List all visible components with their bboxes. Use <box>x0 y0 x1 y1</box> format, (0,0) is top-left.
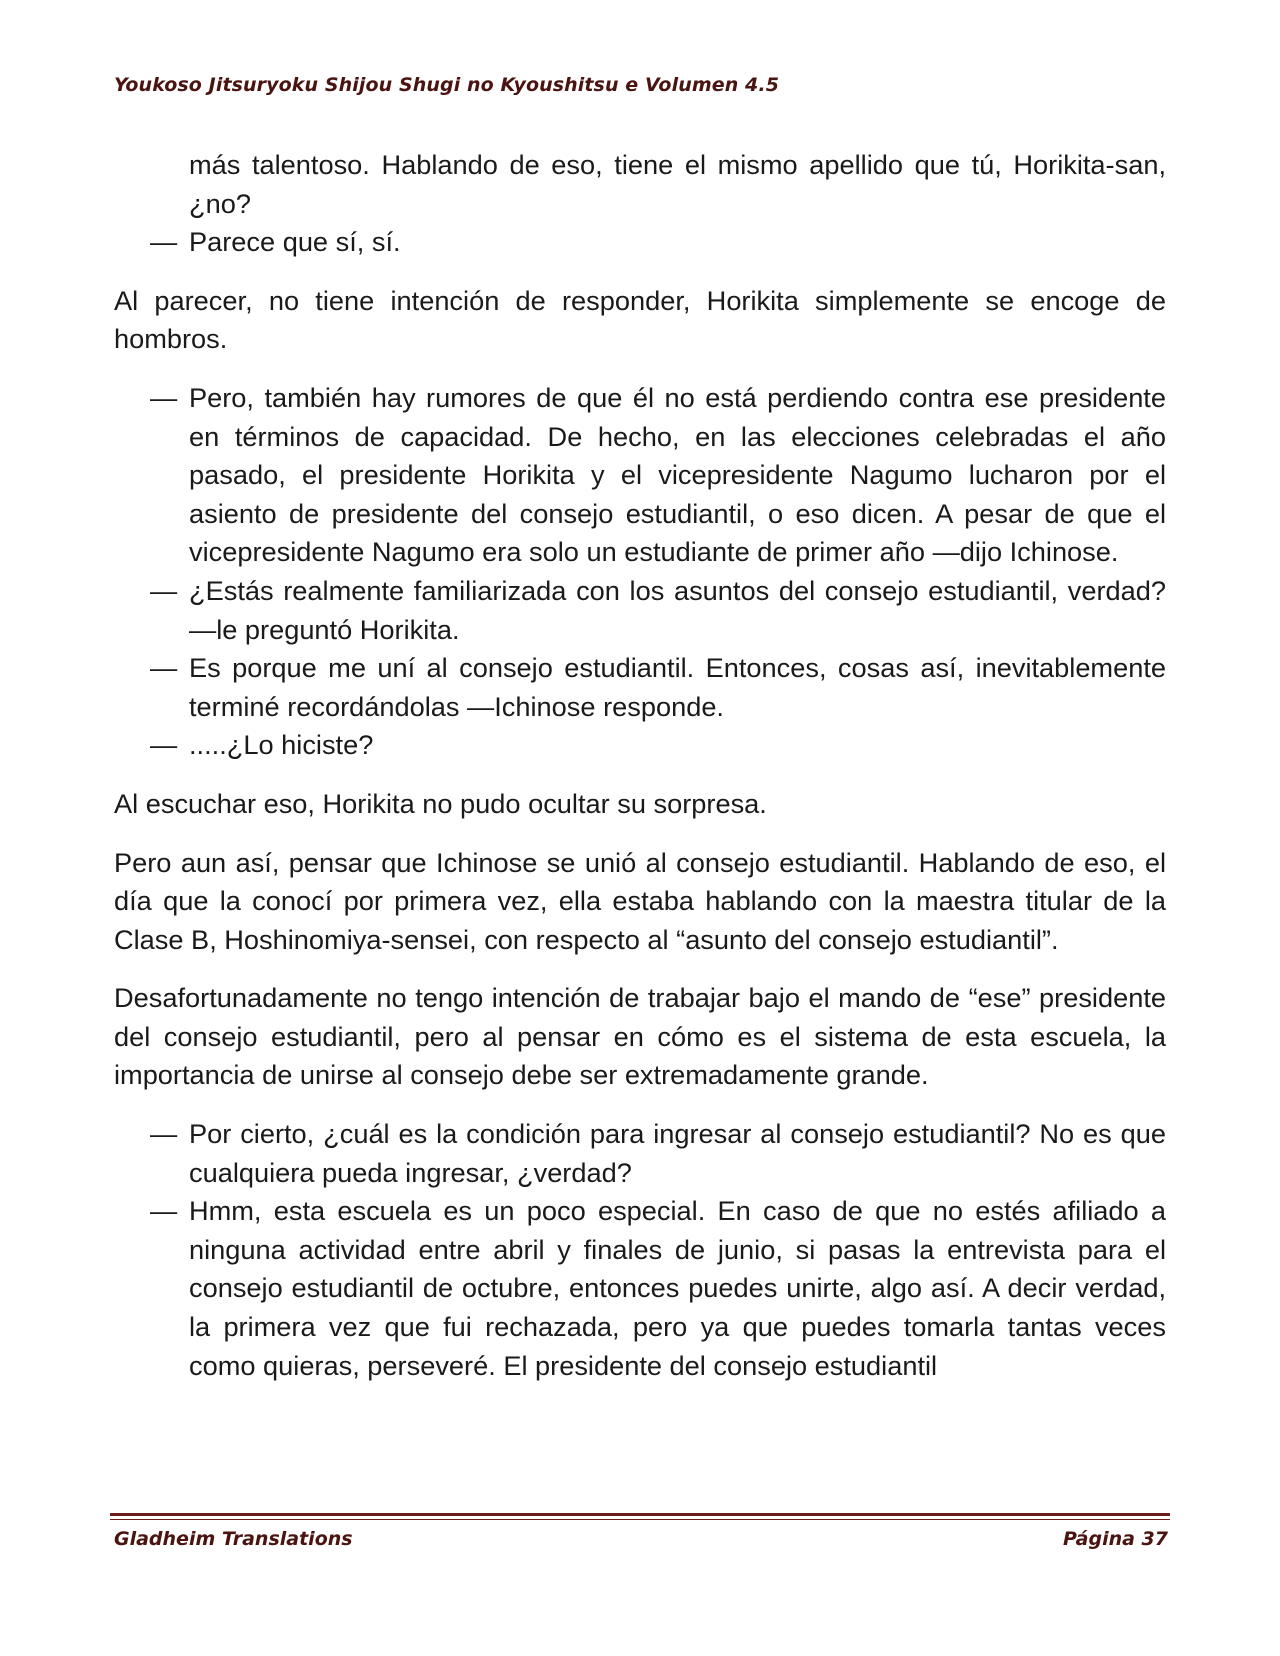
dialogue-text: Es porque me uní al consejo estudiantil. Entonces, cosas así, inevitablemente terminé recordándolas —Ichinose responde. <box>189 652 1166 722</box>
dialogue-group-2 <box>114 379 1166 765</box>
dialogue-group-3 <box>114 1115 1166 1385</box>
dialogue-text: Pero, también hay rumores de que él no está perdiendo contra ese presidente en términos de capacidad. De hecho, en las elecciones celebradas el año pasado, el presidente Horikita y el vicepresidente Nagumo lucharon por el asiento de presidente del consejo estudiantil, o eso dicen. A pesar de que el vicepresidente Nagumo era solo un estudiante de primer año —dijo Ichinose. <box>189 381 1166 568</box>
dialogue-dash: — <box>150 1118 178 1150</box>
page-number: Página 37 <box>1062 1528 1168 1550</box>
dialogue-line <box>114 1115 1166 1192</box>
dialogue-dash: — <box>150 652 178 684</box>
dialogue-dash: — <box>150 729 178 761</box>
dialogue-line <box>114 223 1166 262</box>
narration-paragraph: Al escuchar eso, Horikita no pudo ocultar su sorpresa. <box>114 787 767 819</box>
narration-paragraph: Al parecer, no tiene intención de responder, Horikita simplemente se encoge de hombros. <box>114 284 1166 355</box>
dialogue-text: Por cierto, ¿cuál es la condición para ingresar al consejo estudiantil? No es que cualquiera pueda ingresar, ¿verdad? <box>189 1118 1166 1188</box>
running-header: Youkoso Jitsuryoku Shijou Shugi no Kyoushitsu e Volumen 4.5 <box>114 74 780 96</box>
page-body <box>114 146 1166 1385</box>
dialogue-text: más talentoso. Hablando de eso, tiene el mismo apellido que tú, Horikita-san, ¿no? <box>189 149 1166 219</box>
footer-divider <box>110 1513 1170 1516</box>
dialogue-dash: — <box>150 1195 178 1227</box>
dialogue-text: Parece que sí, sí. <box>189 226 401 258</box>
footer-credit: Gladheim Translations <box>114 1528 353 1550</box>
dialogue-text: ¿Estás realmente familiarizada con los asuntos del consejo estudiantil, verdad? —le preguntó Horikita. <box>189 574 1166 645</box>
dialogue-text: Hmm, esta escuela es un poco especial. En caso de que no estés afiliado a ninguna actividad entre abril y finales de junio, si pasas la entrevista para el consejo estudiantil de octubre, entonces puedes unirte, algo así. A decir verdad, la primera vez que fui rechazada, pero ya que puedes tomarla tantas veces como quieras, perseveré. El presidente del consejo estudiantil <box>189 1195 1166 1381</box>
dialogue-line <box>114 649 1166 726</box>
dialogue-line <box>114 572 1166 649</box>
dialogue-line <box>114 146 1166 223</box>
narration-paragraph: Pero aun así, pensar que Ichinose se unió al consejo estudiantil. Hablando de eso, el día que la conocí por primera vez, ella estaba hablando con la maestra titular de la Clase B, Hoshinomiya-sensei, con respecto al “asunto del consejo estudiantil”. <box>114 846 1166 955</box>
dialogue-line <box>114 726 1166 765</box>
narration-paragraph: Desafortunadamente no tengo intención de trabajar bajo el mando de “ese” presidente del consejo estudiantil, pero al pensar en cómo es el sistema de esta escuela, la importancia de unirse al consejo debe ser extremadamente grande. <box>114 982 1166 1091</box>
footer-divider-thin <box>110 1519 1170 1520</box>
dialogue-line <box>114 1192 1166 1385</box>
dialogue-line <box>114 379 1166 572</box>
dialogue-dash: — <box>150 381 178 413</box>
dialogue-text: .....¿Lo hiciste? <box>189 729 374 761</box>
dialogue-dash: — <box>150 574 178 606</box>
dialogue-dash: — <box>150 226 178 258</box>
dialogue-group-1 <box>114 146 1166 262</box>
